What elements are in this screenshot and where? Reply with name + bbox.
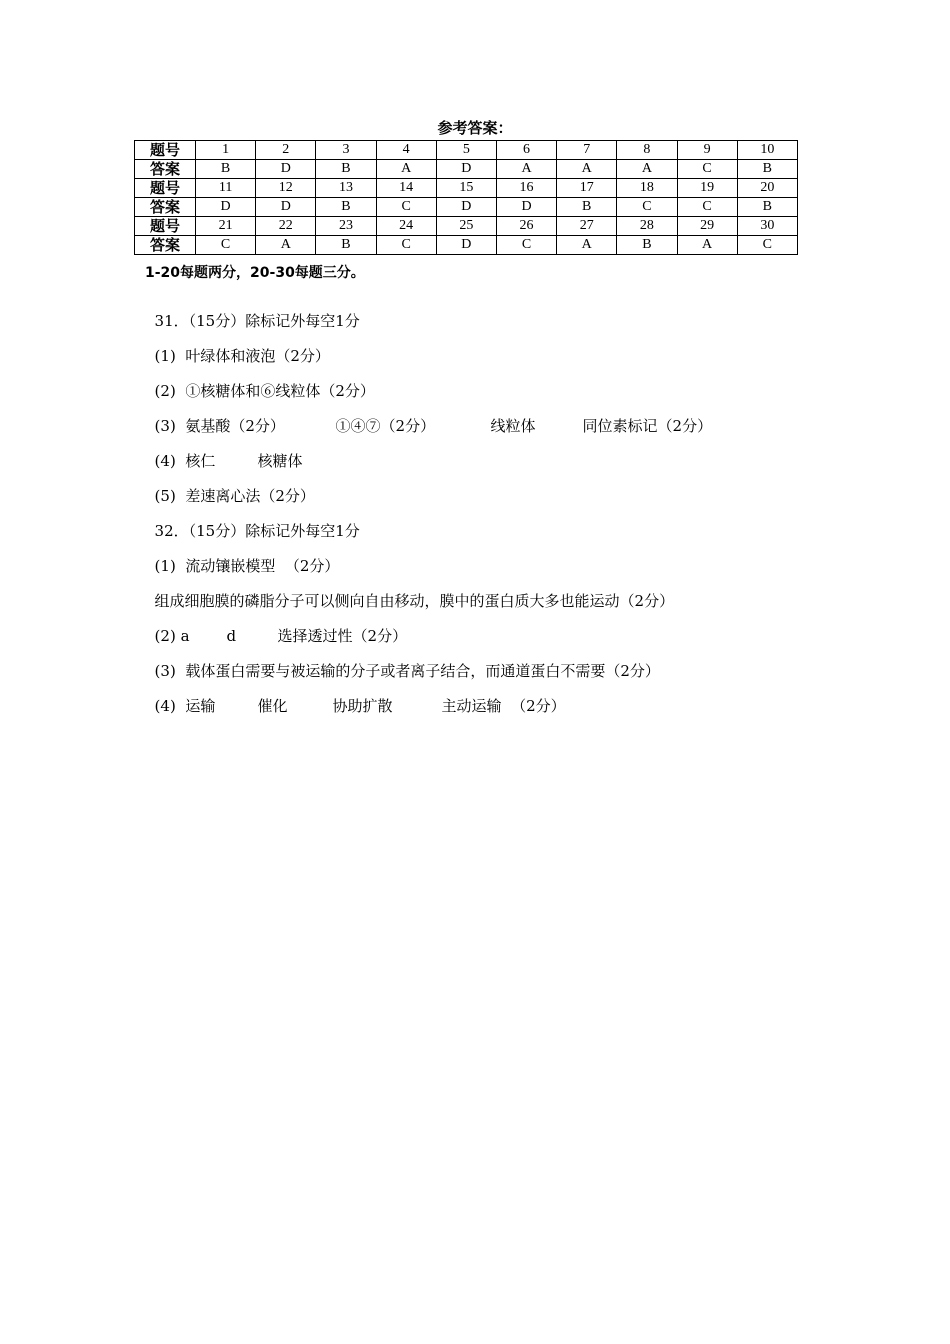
table-row xyxy=(135,198,798,217)
row-header: 答案 xyxy=(135,198,196,217)
table-row xyxy=(135,217,798,236)
text-segment: (1) 流动镶嵌模型 （2分） xyxy=(154,557,340,575)
text-segment: (3) 氨基酸（2分） xyxy=(154,417,285,435)
table-cell: 5 xyxy=(436,141,496,160)
row-header: 题号 xyxy=(135,179,196,198)
table-cell: 16 xyxy=(496,179,556,198)
table-cell: 27 xyxy=(557,217,617,236)
table-cell: B xyxy=(316,160,376,179)
table-cell: 13 xyxy=(316,179,376,198)
table-cell: B xyxy=(316,236,376,255)
table-cell: 3 xyxy=(316,141,376,160)
table-cell: A xyxy=(617,160,677,179)
table-cell: 12 xyxy=(256,179,316,198)
table-cell: A xyxy=(557,236,617,255)
table-cell: 2 xyxy=(256,141,316,160)
text-segment: 核糖体 xyxy=(257,452,303,470)
table-cell: B xyxy=(557,198,617,217)
text-segment: 31．（15分）除标记外每空1分 xyxy=(154,312,360,330)
text-segment: (5) 差速离心法（2分） xyxy=(154,487,315,505)
table-cell: A xyxy=(256,236,316,255)
text-segment: (4) 核仁 xyxy=(154,452,216,470)
text-segment: (3) 载体蛋白需要与被运输的分子或者离子结合，而通道蛋白不需要（2分） xyxy=(154,662,660,680)
table-cell: 28 xyxy=(617,217,677,236)
table-cell: D xyxy=(436,160,496,179)
table-cell: C xyxy=(496,236,556,255)
text-segment: 主动运输 （2分） xyxy=(441,697,566,715)
table-cell: A xyxy=(557,160,617,179)
table-cell: C xyxy=(677,198,737,217)
row-header: 答案 xyxy=(135,160,196,179)
table-cell: 21 xyxy=(196,217,256,236)
answer-table xyxy=(134,140,798,255)
text-segment: (2) ①核糖体和⑥线粒体（2分） xyxy=(154,382,375,400)
text-segment: 协助扩散 xyxy=(332,697,393,715)
text-segment: 催化 xyxy=(257,697,288,715)
table-cell: A xyxy=(376,160,436,179)
scoring-note: 1-20每题两分，20-30每题三分。 xyxy=(145,265,365,281)
table-cell: 24 xyxy=(376,217,436,236)
table-cell: 1 xyxy=(196,141,256,160)
table-cell: 10 xyxy=(737,141,797,160)
table-cell: 20 xyxy=(737,179,797,198)
text-segment: (1) 叶绿体和液泡（2分） xyxy=(154,347,330,365)
table-cell: 19 xyxy=(677,179,737,198)
page-title: 参考答案： xyxy=(437,119,513,137)
table-cell: 9 xyxy=(677,141,737,160)
text-segment: 选择透过性（2分） xyxy=(277,627,408,645)
table-cell: 4 xyxy=(376,141,436,160)
text-segment: ①④⑦（2分） xyxy=(335,417,436,435)
row-header: 题号 xyxy=(135,141,196,160)
table-cell: B xyxy=(737,198,797,217)
table-cell: D xyxy=(436,236,496,255)
table-cell: B xyxy=(196,160,256,179)
table-cell: A xyxy=(496,160,556,179)
table-cell: C xyxy=(376,198,436,217)
table-cell: B xyxy=(316,198,376,217)
table-row xyxy=(135,179,798,198)
table-cell: C xyxy=(376,236,436,255)
text-segment: d xyxy=(226,627,237,645)
table-cell: D xyxy=(436,198,496,217)
table-cell: 25 xyxy=(436,217,496,236)
table-cell: 14 xyxy=(376,179,436,198)
table-cell: D xyxy=(256,160,316,179)
table-row xyxy=(135,141,798,160)
table-cell: 8 xyxy=(617,141,677,160)
table-cell: C xyxy=(617,198,677,217)
table-cell: 18 xyxy=(617,179,677,198)
text-segment: 32．（15分）除标记外每空1分 xyxy=(154,522,360,540)
text-segment: 同位素标记（2分） xyxy=(582,417,713,435)
text-segment: 线粒体 xyxy=(490,417,536,435)
row-header: 题号 xyxy=(135,217,196,236)
text-segment: 组成细胞膜的磷脂分子可以侧向自由移动，膜中的蛋白质大多也能运动（2分） xyxy=(154,592,675,610)
table-cell: D xyxy=(256,198,316,217)
table-cell: 30 xyxy=(737,217,797,236)
table-cell: 22 xyxy=(256,217,316,236)
table-cell: C xyxy=(737,236,797,255)
table-cell: 29 xyxy=(677,217,737,236)
table-row xyxy=(135,160,798,179)
row-header: 答案 xyxy=(135,236,196,255)
table-cell: B xyxy=(617,236,677,255)
text-segment: (4) 运输 xyxy=(154,697,216,715)
table-cell: C xyxy=(677,160,737,179)
table-cell: 11 xyxy=(196,179,256,198)
text-segment: (2) a xyxy=(154,627,190,645)
table-row xyxy=(135,236,798,255)
table-cell: C xyxy=(196,236,256,255)
table-cell: 26 xyxy=(496,217,556,236)
table-cell: B xyxy=(737,160,797,179)
table-cell: 23 xyxy=(316,217,376,236)
table-cell: 6 xyxy=(496,141,556,160)
table-cell: 7 xyxy=(557,141,617,160)
table-cell: D xyxy=(196,198,256,217)
table-cell: D xyxy=(496,198,556,217)
table-cell: 15 xyxy=(436,179,496,198)
table-cell: 17 xyxy=(557,179,617,198)
table-cell: A xyxy=(677,236,737,255)
q32-answer-4 xyxy=(145,673,566,717)
